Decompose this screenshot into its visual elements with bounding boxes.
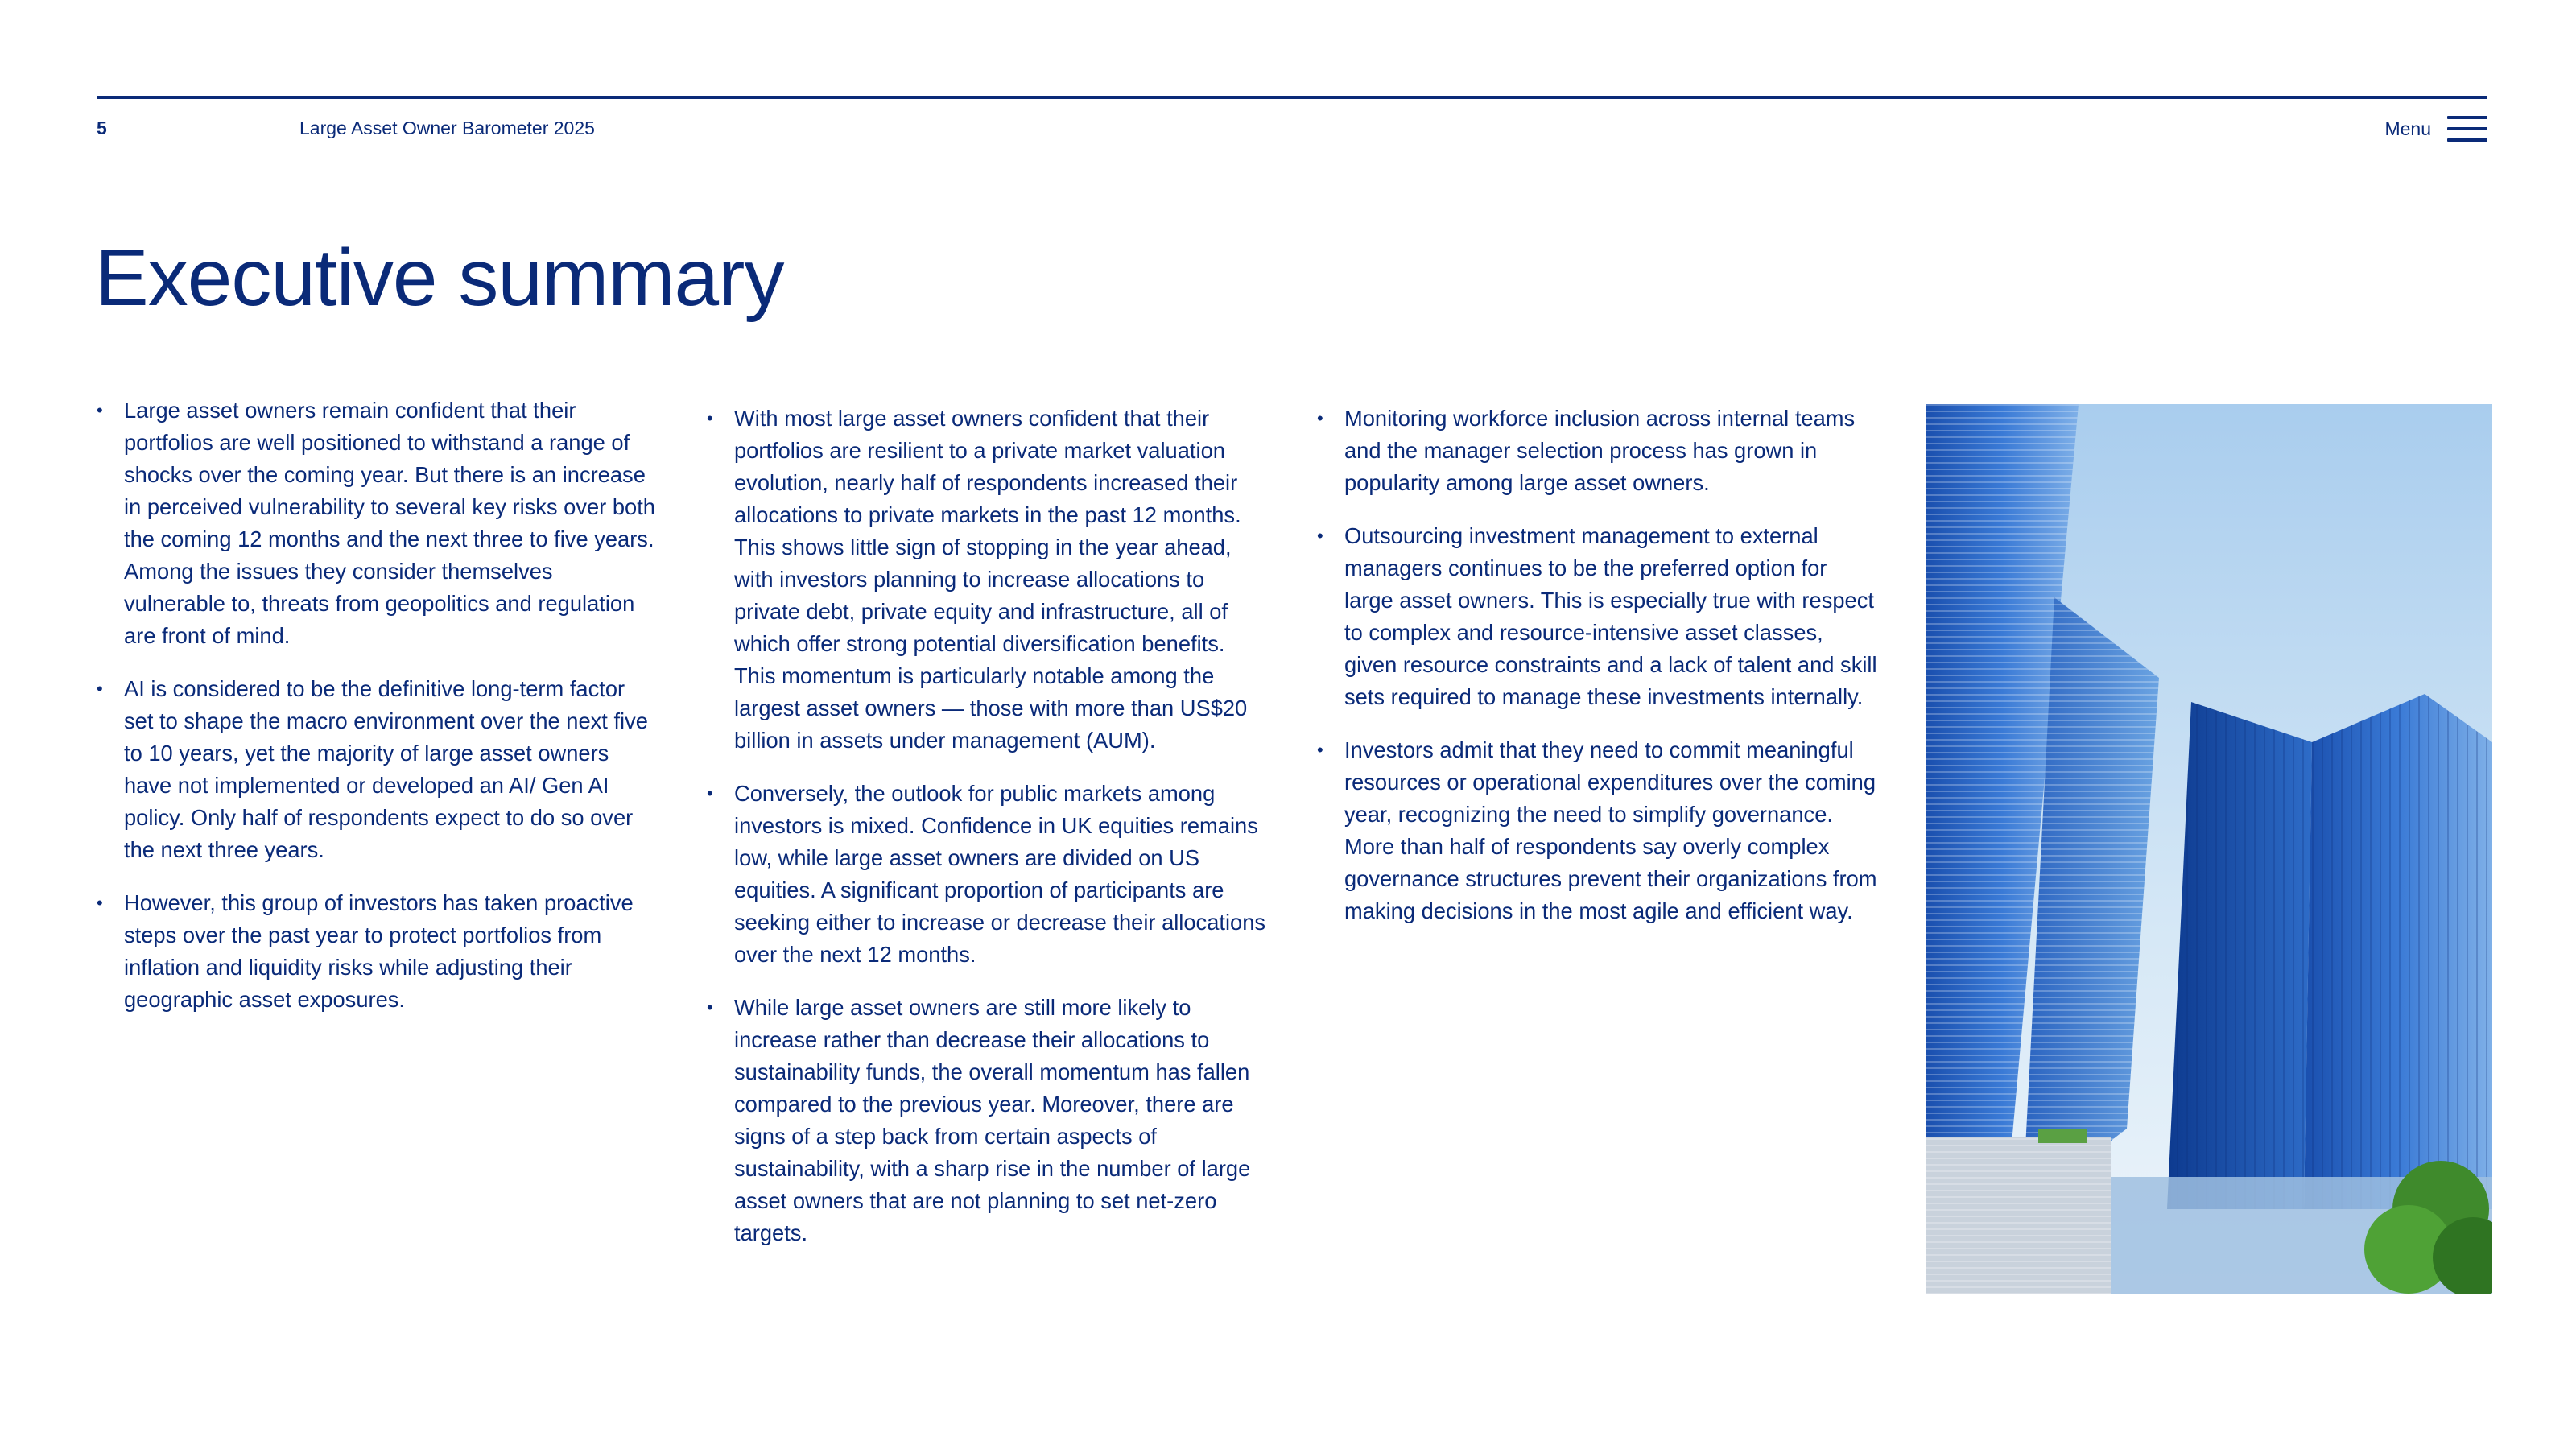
summary-bullet: • Conversely, the outlook for public markets among investors is mixed. Confidence in UK equities remains low, while large asset owners are divided on US equities. A significant proportion of participants are seeking either to increase or decrease their allocations over the next 12 months. bbox=[707, 778, 1270, 971]
summary-column-1 bbox=[97, 394, 660, 1037]
page-number: 5 bbox=[97, 118, 107, 138]
menu-button[interactable] bbox=[2384, 114, 2487, 143]
skyscrapers-photo bbox=[1926, 404, 2492, 1294]
menu-label: Menu bbox=[2384, 118, 2431, 139]
summary-bullet: • Large asset owners remain confident that their portfolios are well positioned to withstand a range of shocks over the coming year. But there is an increase in perceived vulnerability to several key risks over both the coming 12 months and the next three to five years. Among the issues they consider themselves vulnerable to, threats from geopolitics and regulation are front of mind. bbox=[97, 394, 660, 652]
summary-column-2 bbox=[707, 402, 1270, 1270]
hamburger-icon[interactable] bbox=[2447, 114, 2487, 143]
summary-bullet: • While large asset owners are still more likely to increase rather than decrease their allocations to sustainability funds, the overall momentum has fallen compared to the previous year. Moreover, there are signs of a step back from certain aspects of sustainability, with a sharp rise in the number of large asset owners that are not planning to set net-zero targets. bbox=[707, 992, 1270, 1249]
summary-bullet: • Outsourcing investment management to external managers continues to be the preferred option for large asset owners. This is especially true with respect to complex and resource-intensive asset classes, given resource constraints and a lack of talent and skill sets required to manage these investments internally. bbox=[1317, 520, 1880, 713]
summary-bullet: • AI is considered to be the definitive long-term factor set to shape the macro environment over the next five to 10 years, yet the majority of large asset owners have not implemented or developed an AI/ Gen AI policy. Only half of respondents expect to do so over the next three years. bbox=[97, 673, 660, 866]
page-title: Executive summary bbox=[95, 233, 784, 323]
summary-column-3 bbox=[1317, 402, 1880, 948]
summary-bullet: • Investors admit that they need to commit meaningful resources or operational expenditures over the coming year, recognizing the need to simplify governance. More than half of respondents say overly complex governance structures prevent their organizations from making decisions in the most agile and efficient way. bbox=[1317, 734, 1880, 927]
document-title: Large Asset Owner Barometer 2025 bbox=[299, 118, 595, 138]
summary-bullet: • However, this group of investors has taken proactive steps over the past year to protect portfolios from inflation and liquidity risks while adjusting their geographic asset exposures. bbox=[97, 887, 660, 1016]
summary-bullet: • With most large asset owners confident that their portfolios are resilient to a private market valuation evolution, nearly half of respondents increased their allocations to private markets in the past 12 months. This shows little sign of stopping in the year ahead, with investors planning to increase allocations to private debt, private equity and infrastructure, all of which offer strong potential diversification benefits. This momentum is particularly notable among the largest asset owners — those with more than US$20 billion in assets under management (AUM). bbox=[707, 402, 1270, 757]
summary-bullet: • Monitoring workforce inclusion across internal teams and the manager selection process has grown in popularity among large asset owners. bbox=[1317, 402, 1880, 499]
header-rule bbox=[97, 96, 2487, 99]
